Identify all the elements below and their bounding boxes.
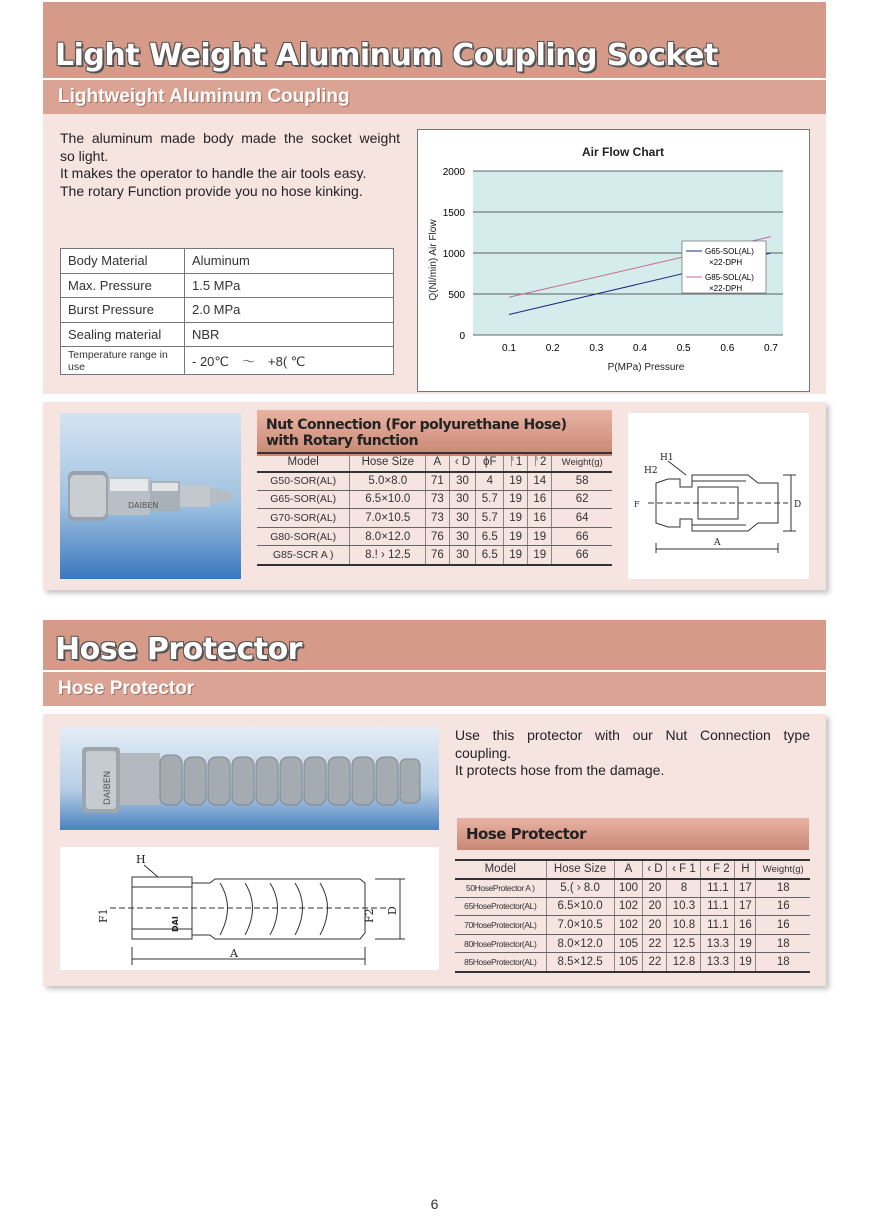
table-cell: 76 bbox=[426, 527, 449, 546]
spec-row bbox=[61, 249, 394, 274]
spec-row bbox=[61, 298, 394, 323]
table-cell: 6.5 bbox=[476, 527, 504, 546]
description-line: The aluminum made body made the socket weight bbox=[60, 130, 400, 146]
legend-label: G65-SOL(AL) bbox=[705, 247, 754, 256]
table-cell: 100 bbox=[614, 879, 643, 898]
spec-value: 2.0 MPa bbox=[185, 298, 394, 323]
section2-subtitle-bar bbox=[43, 670, 826, 706]
table-cell: 7.0×10.5 bbox=[350, 509, 426, 528]
table-cell: 30 bbox=[449, 472, 476, 491]
y-tick-label: 500 bbox=[448, 290, 465, 301]
y-tick-label: 2000 bbox=[442, 167, 465, 178]
table-cell: 19 bbox=[528, 546, 552, 565]
table-cell: 105 bbox=[614, 934, 643, 953]
column-header: A bbox=[614, 860, 643, 879]
column-header: ‹ D bbox=[643, 860, 667, 879]
table-cell: 20 bbox=[643, 916, 667, 935]
table-cell: 19 bbox=[504, 472, 528, 491]
spec-row bbox=[61, 273, 394, 298]
nut-connection-panel bbox=[43, 402, 826, 590]
table-cell: 7.0×10.5 bbox=[546, 916, 614, 935]
legend-label: ×22-DPH bbox=[709, 284, 743, 293]
table-cell: 73 bbox=[426, 509, 449, 528]
section1-subtitle-bar bbox=[43, 78, 826, 114]
column-header: Weight(g) bbox=[756, 860, 810, 879]
table-cell: 10.3 bbox=[667, 897, 701, 916]
table-cell: 20 bbox=[643, 879, 667, 898]
model-cell: G80-SOR(AL) bbox=[257, 527, 350, 546]
spec-table bbox=[60, 248, 394, 375]
table-cell: 5.7 bbox=[476, 490, 504, 509]
spec-value: 1.5 MPa bbox=[185, 273, 394, 298]
nut-connection-table bbox=[257, 452, 612, 566]
spec-label: Body Material bbox=[61, 249, 185, 274]
page-number: 6 bbox=[430, 1196, 439, 1212]
column-header: Hose Size bbox=[350, 453, 426, 472]
spec-value: NBR bbox=[185, 322, 394, 347]
table-row bbox=[455, 879, 810, 898]
drawing-label-d: D bbox=[794, 500, 802, 510]
table-cell: 64 bbox=[552, 509, 612, 528]
table-cell: 6.5×10.0 bbox=[350, 490, 426, 509]
table-header-row bbox=[455, 860, 810, 879]
section1-banner bbox=[43, 2, 826, 78]
table-cell: 58 bbox=[552, 472, 612, 491]
table-cell: 14 bbox=[528, 472, 552, 491]
table-cell: 19 bbox=[504, 509, 528, 528]
table-row bbox=[455, 953, 810, 972]
drawing-label-h2: H2 bbox=[644, 466, 658, 476]
x-tick-label: 0.6 bbox=[720, 343, 735, 354]
section2-subtitle: Hose Protector bbox=[58, 678, 195, 699]
column-header: Hose Size bbox=[546, 860, 614, 879]
table-cell: 17 bbox=[735, 897, 756, 916]
technical-drawing bbox=[60, 847, 439, 970]
table-cell: 102 bbox=[614, 897, 643, 916]
table-cell: 4 bbox=[476, 472, 504, 491]
section2-panel bbox=[43, 714, 826, 986]
model-cell: G50-SOR(AL) bbox=[257, 472, 350, 491]
table-cell: 12.8 bbox=[667, 953, 701, 972]
drawing-brand: DAI bbox=[171, 916, 180, 932]
column-header: Model bbox=[257, 453, 350, 472]
spec-label: Temperature range in use bbox=[61, 347, 185, 375]
table-cell: 30 bbox=[449, 527, 476, 546]
legend-label: ×22-DPH bbox=[709, 258, 743, 267]
table-cell: 18 bbox=[756, 934, 810, 953]
drawing-label-h: H bbox=[136, 853, 146, 866]
table-cell: 8 bbox=[667, 879, 701, 898]
technical-drawing bbox=[628, 413, 809, 579]
spec-row bbox=[61, 347, 394, 375]
spec-label: Max. Pressure bbox=[61, 273, 185, 298]
table-cell: 16 bbox=[528, 490, 552, 509]
column-header: A bbox=[426, 453, 449, 472]
y-tick-label: 1500 bbox=[442, 208, 465, 219]
column-header: H bbox=[735, 860, 756, 879]
table-cell: 19 bbox=[735, 934, 756, 953]
table-cell: 16 bbox=[756, 897, 810, 916]
spec-label: Burst Pressure bbox=[61, 298, 185, 323]
drawing-label-f1: F1 bbox=[97, 908, 110, 923]
air-flow-chart bbox=[417, 129, 810, 392]
spec-row bbox=[61, 322, 394, 347]
column-header: ‹ D bbox=[449, 453, 476, 472]
y-tick-label: 0 bbox=[459, 331, 465, 342]
table-cell: 5.0×8.0 bbox=[350, 472, 426, 491]
table-cell: 6.5 bbox=[476, 546, 504, 565]
table-cell: 11.1 bbox=[701, 879, 735, 898]
model-cell: 80HoseProtector(AL) bbox=[455, 934, 546, 953]
table-cell: 30 bbox=[449, 509, 476, 528]
nut-coupling-photo bbox=[60, 413, 241, 579]
model-cell: 85HoseProtector(AL) bbox=[455, 953, 546, 972]
model-cell: G70-SOR(AL) bbox=[257, 509, 350, 528]
table-cell: 11.1 bbox=[701, 897, 735, 916]
column-header: ‹ F 2 bbox=[701, 860, 735, 879]
table-cell: 16 bbox=[528, 509, 552, 528]
x-tick-label: 0.2 bbox=[545, 343, 560, 354]
table-cell: 19 bbox=[528, 527, 552, 546]
table-cell: 62 bbox=[552, 490, 612, 509]
description-line: so light. bbox=[60, 147, 109, 164]
table-row bbox=[257, 490, 612, 509]
chart-title: Air Flow Chart bbox=[581, 145, 665, 159]
table-cell: 22 bbox=[643, 934, 667, 953]
description-line: Use this protector with our Nut Connection type bbox=[455, 727, 810, 743]
drawing-label-h1: H1 bbox=[660, 453, 674, 463]
description-line: It protects hose from the damage. bbox=[455, 762, 665, 778]
table-row bbox=[257, 472, 612, 491]
table-cell: 102 bbox=[614, 916, 643, 935]
table-cell: 71 bbox=[426, 472, 449, 491]
drawing-label-a: A bbox=[714, 538, 721, 548]
spec-value: - 20℃ ～ +8( ℃ bbox=[185, 347, 394, 375]
table-cell: 19 bbox=[735, 953, 756, 972]
section1-subtitle: Lightweight Aluminum Coupling bbox=[58, 86, 350, 107]
y-axis-label: Q(Nl/min) Air Flow bbox=[428, 219, 439, 301]
x-tick-label: 0.7 bbox=[764, 343, 778, 354]
table-cell: 66 bbox=[552, 546, 612, 565]
model-cell: G85-SCR A ) bbox=[257, 546, 350, 565]
section1-title: Light Weight Aluminum Coupling Socket bbox=[55, 38, 718, 73]
table-cell: 13.3 bbox=[701, 934, 735, 953]
description-line: The rotary Function provide you no hose kinking. bbox=[60, 182, 363, 199]
table-header-row bbox=[257, 453, 612, 472]
table-cell: 19 bbox=[504, 546, 528, 565]
column-header: ᚨ2 bbox=[528, 453, 552, 472]
table-cell: 13.3 bbox=[701, 953, 735, 972]
svg-text:DAIBEN: DAIBEN bbox=[128, 501, 159, 510]
drawing-label-d: D bbox=[386, 906, 399, 915]
spec-label: Sealing material bbox=[61, 322, 185, 347]
table-row bbox=[257, 527, 612, 546]
column-header: ϕF bbox=[476, 453, 504, 472]
table-cell: 16 bbox=[756, 916, 810, 935]
table-cell: 18 bbox=[756, 953, 810, 972]
brand-mark: DAIBEN bbox=[103, 770, 113, 805]
x-tick-label: 0.3 bbox=[589, 343, 604, 354]
model-cell: 50HoseProtector A ) bbox=[455, 879, 546, 898]
table-row bbox=[257, 546, 612, 565]
table-cell: 30 bbox=[449, 546, 476, 565]
table-row bbox=[455, 916, 810, 935]
drawing-label-a: A bbox=[230, 947, 238, 960]
drawing-label-f: F bbox=[634, 500, 640, 509]
table-cell: 30 bbox=[449, 490, 476, 509]
drawing-label-f2: F2 bbox=[363, 908, 376, 923]
description-line: coupling. bbox=[455, 744, 512, 761]
legend-label: G85-SOL(AL) bbox=[705, 273, 754, 282]
column-header: Weight(g) bbox=[552, 453, 612, 472]
hose-protector-drawing bbox=[60, 847, 439, 970]
description-line: It makes the operator to handle the air tools easy. bbox=[60, 165, 367, 181]
section1-description bbox=[60, 130, 400, 200]
x-tick-label: 0.4 bbox=[633, 343, 647, 354]
chart-svg bbox=[418, 130, 809, 391]
table-row bbox=[257, 509, 612, 528]
column-header: ᚨ1 bbox=[504, 453, 528, 472]
table-cell: 8.! › 12.5 bbox=[350, 546, 426, 565]
table-row bbox=[455, 897, 810, 916]
table-cell: 19 bbox=[504, 527, 528, 546]
table-cell: 19 bbox=[504, 490, 528, 509]
table-cell: 20 bbox=[643, 897, 667, 916]
section2-banner bbox=[43, 620, 826, 670]
table-cell: 8.0×12.0 bbox=[350, 527, 426, 546]
y-tick-label: 1000 bbox=[442, 249, 465, 260]
table-cell: 18 bbox=[756, 879, 810, 898]
table-cell: 8.0×12.0 bbox=[546, 934, 614, 953]
section1-panel bbox=[43, 114, 826, 394]
table-cell: 66 bbox=[552, 527, 612, 546]
model-cell: 65HoseProtector(AL) bbox=[455, 897, 546, 916]
section2-description bbox=[455, 727, 810, 780]
section2-title: Hose Protector bbox=[55, 632, 302, 667]
table-cell: 12.5 bbox=[667, 934, 701, 953]
model-cell: 70HoseProtector(AL) bbox=[455, 916, 546, 935]
spec-value: Aluminum bbox=[185, 249, 394, 274]
table-cell: 73 bbox=[426, 490, 449, 509]
table-cell: 10.8 bbox=[667, 916, 701, 935]
table-cell: 105 bbox=[614, 953, 643, 972]
table-cell: 17 bbox=[735, 879, 756, 898]
table-cell: 11.1 bbox=[701, 916, 735, 935]
table-cell: 6.5×10.0 bbox=[546, 897, 614, 916]
model-cell: G65-SOR(AL) bbox=[257, 490, 350, 509]
table-cell: 8.5×12.5 bbox=[546, 953, 614, 972]
table-cell: 76 bbox=[426, 546, 449, 565]
column-header: Model bbox=[455, 860, 546, 879]
table-cell: 16 bbox=[735, 916, 756, 935]
hose-protector-photo bbox=[60, 727, 439, 830]
x-tick-label: 0.1 bbox=[502, 343, 516, 354]
coupling-image bbox=[60, 413, 241, 579]
x-tick-label: 0.5 bbox=[676, 343, 691, 354]
table-row bbox=[455, 934, 810, 953]
table-cell: 5.( › 8.0 bbox=[546, 879, 614, 898]
hose-table-title: Hose Protector bbox=[457, 818, 809, 850]
hose-protector-table bbox=[455, 859, 810, 973]
nut-coupling-drawing bbox=[628, 413, 809, 579]
hose-protector-image bbox=[60, 727, 439, 830]
table-cell: 22 bbox=[643, 953, 667, 972]
nut-table-title: Nut Connection (For polyurethane Hose) with Rotary function bbox=[257, 410, 612, 456]
column-header: ‹ F 1 bbox=[667, 860, 701, 879]
table-cell: 5.7 bbox=[476, 509, 504, 528]
x-axis-label: P(MPa) Pressure bbox=[607, 362, 685, 373]
